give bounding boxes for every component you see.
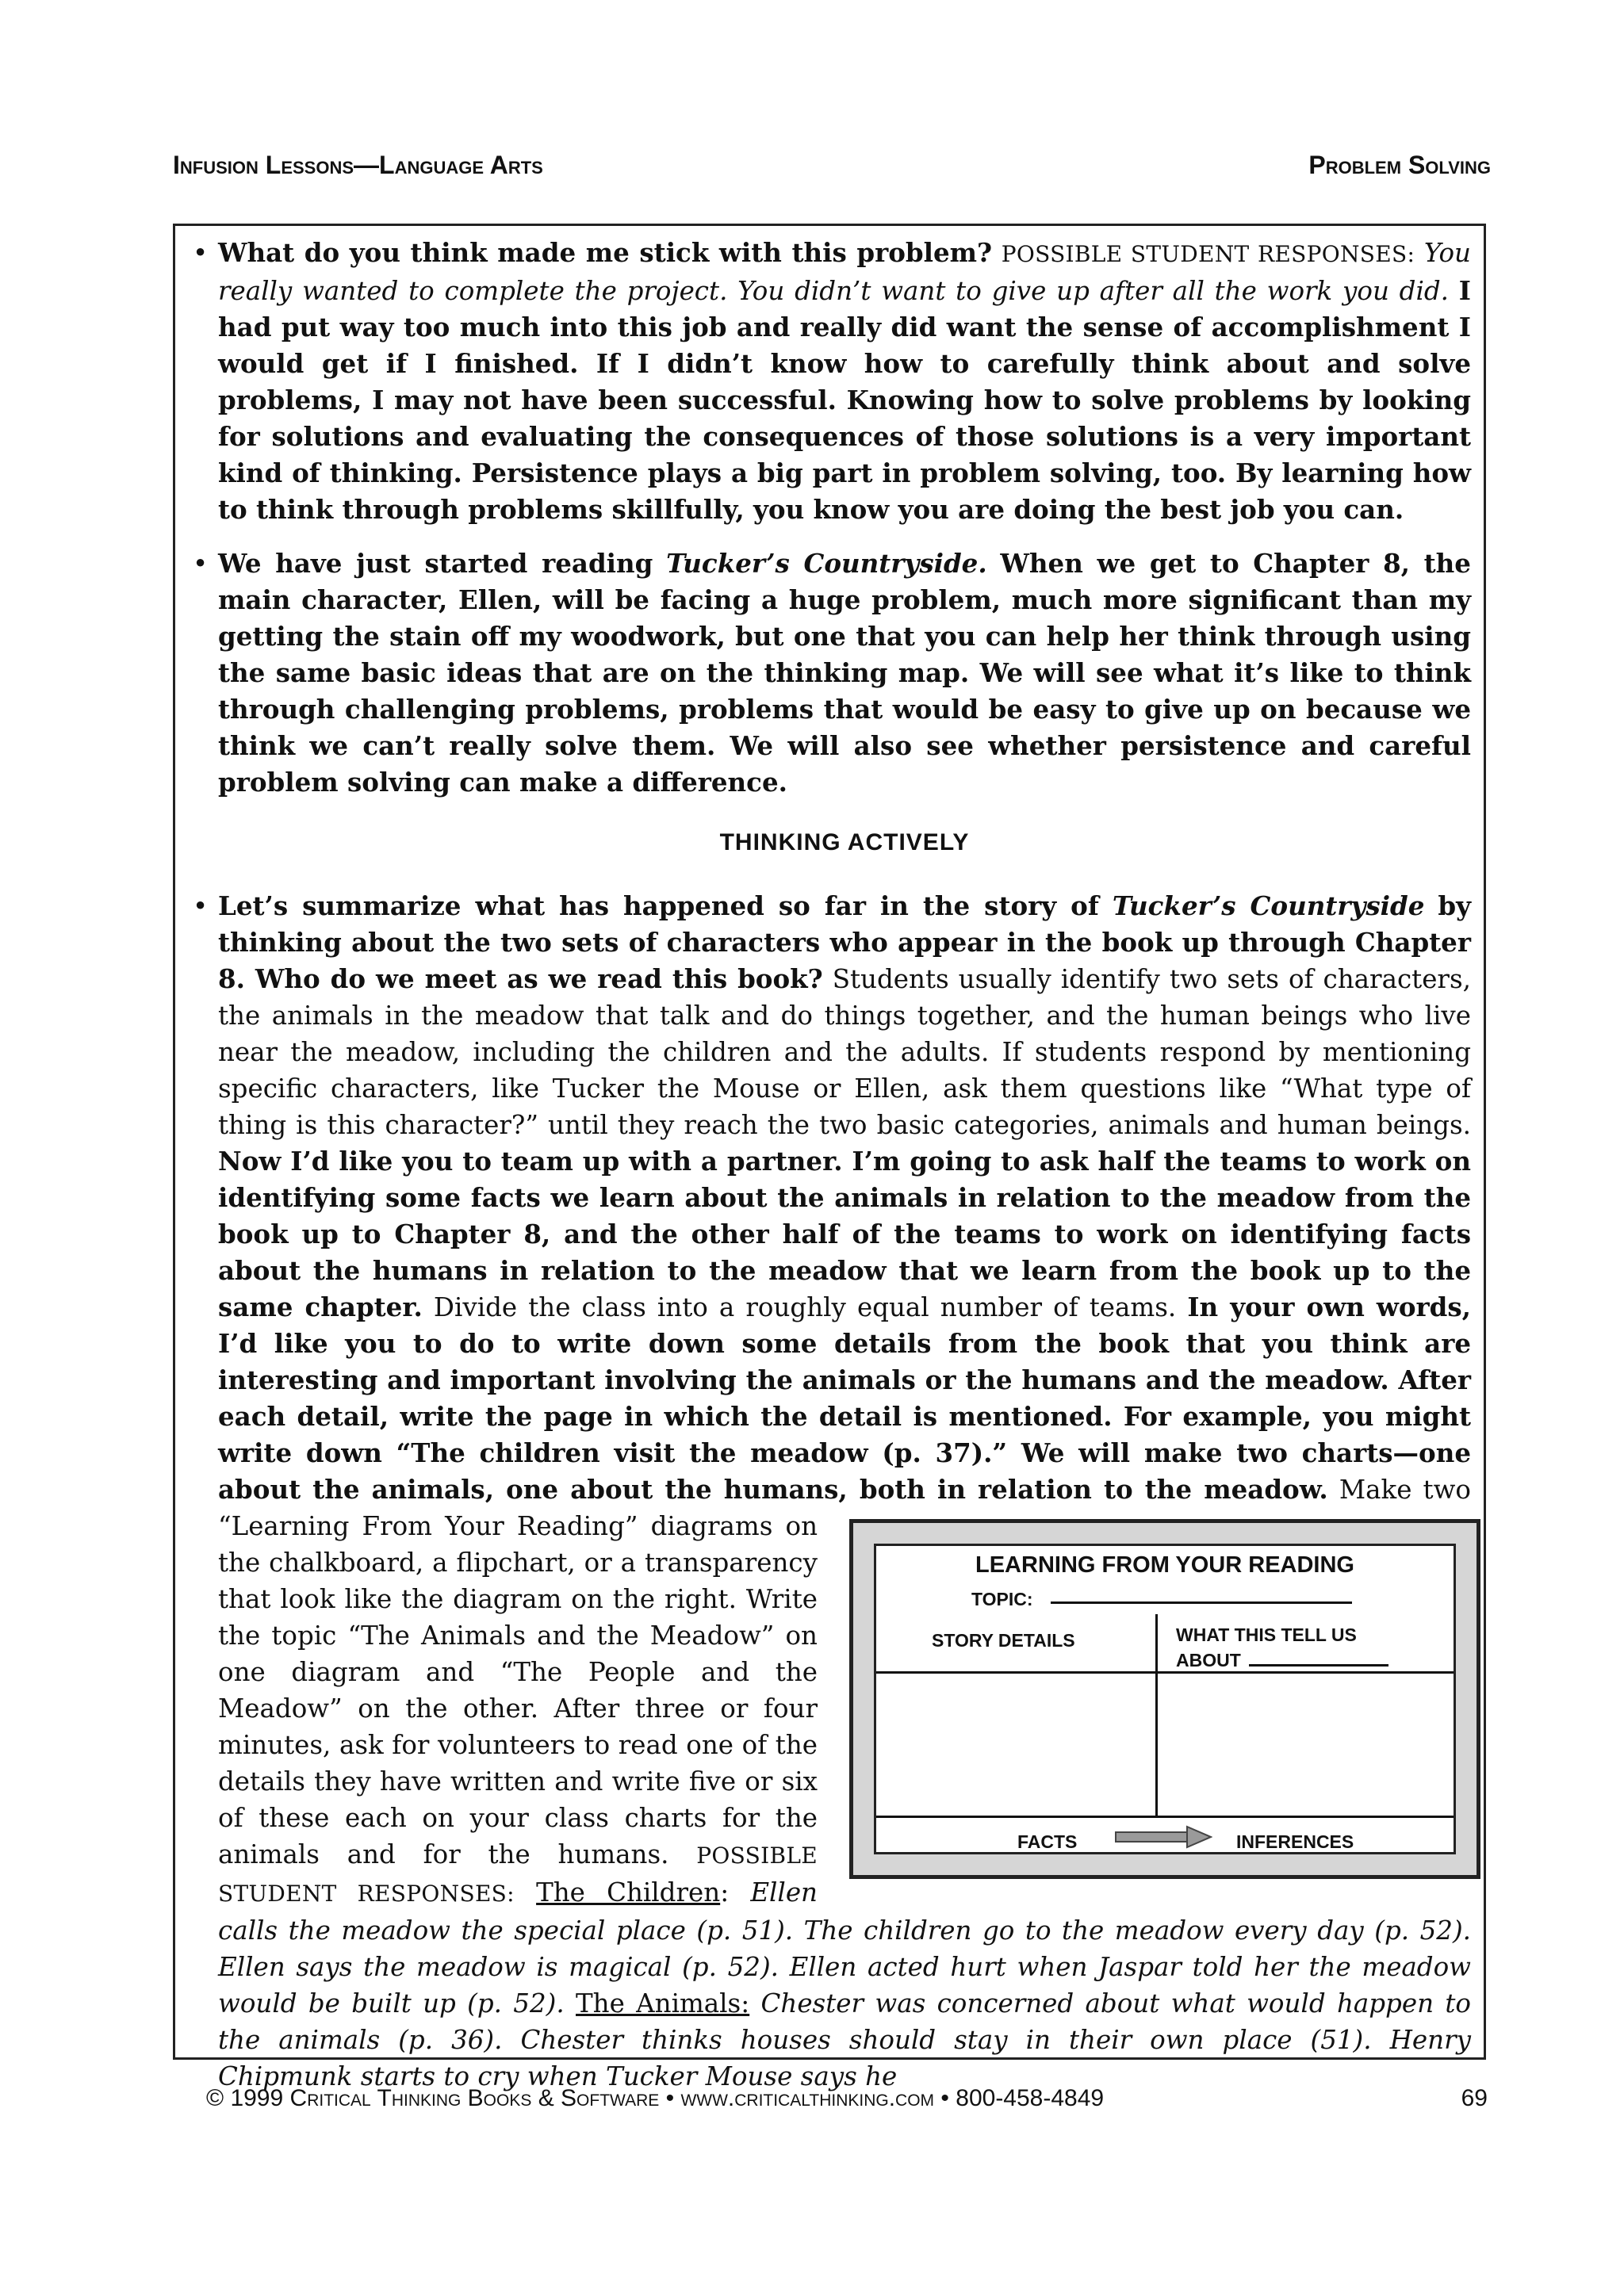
teacher-note: Make two “Learning From Your Reading” diagrams on the chalkboard, a flipchart, or a transparency that look like the diagram on the right. Write the topic “The Animals and the Meadow” on one diagram and “The People and the Meadow” on the other. After three or four minutes, ask for volunteers to read one of the details they have written and write five or six of these each on your class charts for the animals and for the humans. [218, 1475, 1471, 1869]
teacher-script: We have just started reading [218, 548, 653, 579]
bullet-paragraph-2 [193, 545, 1471, 801]
diagram-title: LEARNING FROM YOUR READING [975, 1552, 1354, 1578]
bullet-icon: • [193, 891, 209, 921]
copyright-year: © 1999 [206, 2085, 284, 2111]
bullet-icon: • [193, 549, 209, 579]
book-title: Tucker’s Countryside [1112, 890, 1425, 921]
diagram-topic-label: TOPIC: [971, 1589, 1033, 1609]
animals-label: The Animals: [576, 1988, 750, 2019]
separator: • [665, 2085, 675, 2111]
footer-copyright [206, 2085, 1104, 2112]
teacher-note: Students usually identify two sets of characters, the animals in the meadow that talk and do things together, and the human beings who live near the meadow, including the children and the adults. If students respond by mentioning specific characters, like Tucker the Mouse or Ellen, ask them questions like “What type of thing is this character?” until they reach the two basic categories, animals and human beings. [218, 964, 1471, 1140]
bullet-icon: • [193, 238, 209, 268]
page-header [173, 151, 1491, 190]
bullet-paragraph-3: • Let’s summarize what has happened so far in the story of Tucker’s Countryside by thinking about the two sets of characters who appear in the book up through Chapter 8. Who do we meet as we read this book? Students usually identify two sets of characters, the animals in the meadow that talk and do things together, and the human beings who live near the meadow, including the children and the adults. If students respond by mentioning specific characters, like Tucker the Mouse or Ellen, ask them questions like “What type of thing is this character?” until they reach the two basic categories, animals and human beings. Now I’d like you to team up with a partner. I’m going to ask half the teams to work on identifying some facts we learn about the animals in relation to the meadow from the book up to Chapter 8, and the other half of the teams to work on identifying facts about the humans in relation to the meadow that we learn from the book up to the same chapter. Divide the class into a roughly equal number of teams. In your own words, I’d like you to do to write down some details from the book that you think are interesting and important involving the animals or the humans and the meadow. After each detail, write the page in which the detail is mentioned. For example, you might write down “The children visit the meadow (p. 37).” We will make two charts—one about the animals, one about the humans, both in relation to the meadow. LEARNING FROM YOUR READING TOPIC: STORY DETAILS WHAT THIS TELL US ABOUT FACTS INFERENCES Make two “Learning From Your Reading” diagrams on the chalkboard, a flipchart, or a transparency that look like the diagram on the right. Write the topic “The Animals and the Meadow” on one diagram and “The People and the Meadow” on the other. After three or four minutes, ask for volunteers to read one of the details they have written and write five or six of these each on your class charts for the animals and for the humans. POSSIBLE STUDENT RESPONSES: The Children: Ellen calls the meadow the special place (p. 51). The children go to the meadow every day (p. 52). Ellen says the meadow is magical (p. 52). Ellen acted hurt when Jaspar told her the meadow would be built up (p. 52). The Animals: Chester was concerned about what would happen to the animals (p. 36). Chester thinks houses should stay in their own place (51). Henry Chipmunk starts to cry when Tucker Mouse says he [218, 888, 1471, 2095]
header-section-title: Infusion Lessons—Language Arts [173, 151, 543, 179]
diagram-chart [874, 1544, 1456, 1854]
diagram-column-what-this-tells [1176, 1622, 1438, 1673]
children-label: The Children [536, 1877, 721, 1908]
header-topic: Problem Solving [1308, 151, 1491, 179]
separator: • [940, 2085, 949, 2111]
diagram-inferences-label: INFERENCES [1236, 1831, 1354, 1852]
responses-label: POSSIBLE STUDENT RESPONSES: [218, 1843, 818, 1907]
teacher-script: by thinking about the two sets of characters who appear in the book up through Chapter 8. Who do we meet as we read this book? [218, 890, 1471, 994]
teacher-question: What do you think made me stick with this problem? [218, 237, 993, 268]
diagram-divider [876, 1671, 1454, 1674]
right-arrow-icon [1114, 1825, 1212, 1849]
diagram-column-divider [1155, 1614, 1158, 1817]
topic-blank-line [1051, 1601, 1352, 1604]
diagram-column-story-details: STORY DETAILS [932, 1630, 1075, 1651]
teacher-script: I had put way too much into this job and really did want the sense of accomplishment I would get if I finished. If I didn’t know how to carefully think about and solve problems, I may not have been successful. Knowing how to solve problems by looking for solutions and evaluating the consequences of those solutions is a very important kind of thinking. Persistence plays a big part in problem solving, too. By learning how to think through problems skillfully, you know you are doing the best job you can. [218, 275, 1471, 525]
book-title: Tucker’s Countryside. [666, 548, 987, 579]
teacher-script: In your own words, I’d like you to do to write down some details from the book that you think are interesting and important involving the animals or the humans and the meadow. After each detail, write the page in which the detail is mentioned. For example, you might write down “The children visit the meadow (p. 37).” We will make two charts—one about the animals, one about the humans, both in relation to the meadow. [218, 1292, 1471, 1505]
learning-from-reading-diagram [849, 1519, 1480, 1879]
diagram-divider [876, 1816, 1454, 1818]
publisher-name: Critical Thinking Books & Software [289, 2085, 660, 2111]
children-responses: Ellen calls the meadow the special place (p. 51). The children go to the meadow every day (p. 52). Ellen says the meadow is magical (p. 52). Ellen acted hurt when Jaspar told her the meadow would be built up (p. 52). [218, 1877, 1471, 2019]
page-footer [173, 2085, 1488, 2120]
website-url: www.criticalthinking.com [680, 2085, 935, 2111]
about-blank-line [1249, 1648, 1388, 1667]
teacher-script: Let’s summarize what has happened so far in the story of [218, 890, 1099, 921]
teacher-script: When we get to Chapter 8, the main character, Ellen, will be facing a huge problem, much more significant than my getting the stain off my woodwork, but one that you can help her think through using the same basic ideas that are on the thinking map. We will see what it’s like to think through challenging problems, problems that would be easy to give up on because we think we can’t really solve them. We will also see whether persistence and careful problem solving can make a difference. [218, 548, 1471, 798]
responses-label: POSSIBLE STUDENT RESPONSES: [1001, 241, 1415, 267]
teacher-note: Divide the class into a roughly equal number of teams. [433, 1292, 1177, 1322]
bullet-paragraph-1 [193, 235, 1471, 528]
diagram-column-line2: ABOUT [1176, 1650, 1241, 1670]
phone-number: 800-458-4849 [956, 2085, 1105, 2111]
lesson-content [193, 235, 1471, 2095]
diagram-column-line1: WHAT THIS TELL US [1176, 1624, 1357, 1645]
diagram-facts-label: FACTS [1017, 1831, 1078, 1852]
page-number: 69 [1461, 2085, 1488, 2111]
section-heading: THINKING ACTIVELY [719, 829, 970, 855]
student-responses: You really wanted to complete the project. You didn’t want to give up after all the work you did. [218, 238, 1471, 306]
animals-responses: Chester was concerned about what would happen to the animals (p. 36). Chester thinks houses should stay in their own place (51). Henry Chipmunk starts to cry when Tucker Mouse says he [218, 1988, 1471, 2091]
teacher-script: Now I’d like you to team up with a partner. I’m going to ask half the teams to work on identifying some facts we learn about the animals in relation to the meadow from the book up to Chapter 8, and the other half of the teams to work on identifying facts about the humans in relation to the meadow that we learn from the book up to the same chapter. [218, 1146, 1471, 1322]
